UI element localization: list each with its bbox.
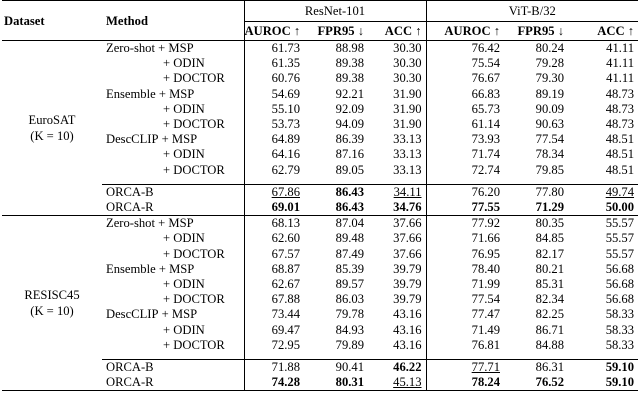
header-row-backbones xyxy=(2,1,638,22)
value-cell: 31.90 xyxy=(393,101,422,116)
value-cell: 64.89 xyxy=(244,132,304,147)
dataset-cell xyxy=(2,41,102,216)
method-cell xyxy=(102,292,244,307)
col-header-method: Method xyxy=(102,1,244,41)
metric-header: AUROC ↑ xyxy=(426,22,504,41)
results-table xyxy=(2,0,638,391)
method-cell xyxy=(102,338,244,353)
method-score: + DOCTOR xyxy=(163,117,225,132)
value-cell: 86.43 xyxy=(335,184,364,199)
value-cell: 56.68 xyxy=(605,261,635,276)
method-score: + ODIN xyxy=(163,101,205,116)
method-score: + ODIN xyxy=(163,56,205,71)
metric-header: ACC ↑ xyxy=(384,24,422,38)
method-score: + ODIN xyxy=(163,231,205,246)
value-cell: 79.30 xyxy=(535,71,564,86)
method-score: + ODIN xyxy=(163,277,205,292)
value-cell: 86.71 xyxy=(535,322,564,337)
method-base: DescCLIP xyxy=(106,307,159,322)
value-cell: 48.73 xyxy=(605,101,635,116)
method-base: Ensemble xyxy=(106,86,156,101)
value-cell: 86.43 xyxy=(335,200,364,215)
method-cell xyxy=(102,262,244,277)
value-cell: 55.57 xyxy=(568,216,638,232)
method-cell xyxy=(102,87,244,102)
value-cell: 66.83 xyxy=(426,87,504,102)
value-cell: 33.13 xyxy=(393,147,422,162)
value-cell: 68.87 xyxy=(244,262,304,277)
value-cell: 76.42 xyxy=(426,41,504,57)
value-cell: 55.10 xyxy=(244,102,304,117)
method-cell xyxy=(102,163,244,178)
value-cell: 78.34 xyxy=(535,147,564,162)
method-score: + MSP xyxy=(154,41,194,55)
value-cell: 37.66 xyxy=(393,231,422,246)
value-cell: 71.66 xyxy=(426,231,504,246)
value-cell: 33.13 xyxy=(393,132,422,147)
value-cell: 39.79 xyxy=(393,277,422,292)
method-score: + DOCTOR xyxy=(163,71,225,86)
method-cell xyxy=(102,117,244,132)
value-cell: 55.57 xyxy=(605,246,635,261)
value-cell: 64.16 xyxy=(244,147,304,162)
method-cell xyxy=(102,41,244,57)
method-score: + DOCTOR xyxy=(163,337,225,352)
value-cell: 48.51 xyxy=(605,147,635,162)
value-cell: 82.25 xyxy=(535,307,564,322)
value-cell: 69.01 xyxy=(244,200,304,216)
value-cell: 89.48 xyxy=(335,231,364,246)
value-cell: 43.16 xyxy=(393,322,422,337)
value-cell: 87.16 xyxy=(335,147,364,162)
method-score: + MSP xyxy=(155,86,195,101)
value-cell: 37.66 xyxy=(393,246,422,261)
value-cell: 90.09 xyxy=(535,101,564,116)
method-cell xyxy=(102,132,244,147)
value-cell: 48.51 xyxy=(605,162,635,177)
value-cell: 41.11 xyxy=(606,56,635,71)
value-cell: 73.93 xyxy=(426,132,504,147)
value-cell: 59.10 xyxy=(605,360,635,375)
value-cell: 39.79 xyxy=(393,261,422,276)
value-cell: 77.54 xyxy=(535,132,564,147)
value-cell: 65.73 xyxy=(426,102,504,117)
value-cell: 55.57 xyxy=(605,231,635,246)
method-cell xyxy=(102,102,244,117)
table-row xyxy=(2,41,638,57)
value-cell: 62.60 xyxy=(244,231,304,246)
value-cell: 71.29 xyxy=(535,200,564,215)
metric-header: FPR95 ↓ xyxy=(517,24,564,38)
value-cell: 80.24 xyxy=(504,41,568,57)
method-score: + MSP xyxy=(158,307,198,322)
value-cell: 89.38 xyxy=(335,71,364,86)
dataset-k: (K = 10) xyxy=(30,129,74,144)
value-cell: 58.33 xyxy=(605,307,635,322)
value-cell: 50.00 xyxy=(605,200,635,215)
value-cell: 59.10 xyxy=(568,375,638,391)
method-cell: ORCA-B xyxy=(106,184,154,199)
method-cell xyxy=(102,247,244,262)
method-score: + ODIN xyxy=(163,147,205,162)
value-cell: 92.21 xyxy=(335,86,364,101)
value-cell: 58.33 xyxy=(605,322,635,337)
table-row xyxy=(2,216,638,232)
value-cell: 84.93 xyxy=(335,322,364,337)
value-cell: 82.34 xyxy=(535,292,564,307)
value-cell: 79.85 xyxy=(535,162,564,177)
method-cell: ORCA-R xyxy=(102,375,244,391)
value-cell: 85.31 xyxy=(535,277,564,292)
value-cell: 43.16 xyxy=(393,337,422,352)
col-header-dataset: Dataset xyxy=(2,1,102,41)
value-cell: 30.30 xyxy=(368,41,426,57)
value-cell: 61.14 xyxy=(426,117,504,132)
method-cell xyxy=(102,277,244,292)
method-score: + MSP xyxy=(158,132,198,147)
value-cell: 84.88 xyxy=(535,337,564,352)
method-cell xyxy=(102,231,244,246)
value-cell: 74.28 xyxy=(244,375,304,391)
value-cell: 30.30 xyxy=(393,56,422,71)
value-cell: 37.66 xyxy=(368,216,426,232)
value-cell: 48.73 xyxy=(605,117,635,132)
value-cell: 76.52 xyxy=(504,375,568,391)
value-cell: 48.73 xyxy=(605,86,635,101)
value-cell: 41.11 xyxy=(568,41,638,57)
value-cell: 77.80 xyxy=(535,184,564,199)
method-cell xyxy=(102,216,244,232)
value-cell: 80.21 xyxy=(535,261,564,276)
value-cell: 79.78 xyxy=(335,307,364,322)
value-cell: 90.63 xyxy=(535,117,564,132)
dataset-name: RESISC45 xyxy=(24,288,80,303)
method-score: + DOCTOR xyxy=(163,292,225,307)
value-cell: 68.13 xyxy=(244,216,304,232)
value-cell: 76.95 xyxy=(426,247,504,262)
value-cell: 76.20 xyxy=(426,184,504,200)
value-cell: 86.03 xyxy=(335,292,364,307)
value-cell: 39.79 xyxy=(393,292,422,307)
value-cell: 56.68 xyxy=(605,277,635,292)
value-cell: 89.05 xyxy=(335,162,364,177)
value-cell: 84.85 xyxy=(535,231,564,246)
method-cell: ORCA-B xyxy=(106,360,154,375)
method-score: + DOCTOR xyxy=(163,246,225,261)
value-cell: 77.55 xyxy=(426,200,504,216)
value-cell: 76.67 xyxy=(426,71,504,86)
value-cell: 73.44 xyxy=(244,307,304,322)
value-cell: 31.90 xyxy=(393,86,422,101)
value-cell: 89.38 xyxy=(335,56,364,71)
method-cell xyxy=(102,307,244,322)
value-cell: 71.74 xyxy=(426,147,504,162)
value-cell: 80.35 xyxy=(504,216,568,232)
backbone-header-resnet: ResNet-101 xyxy=(244,1,426,22)
value-cell: 31.90 xyxy=(393,117,422,132)
value-cell: 45.13 xyxy=(368,375,426,391)
value-cell: 71.49 xyxy=(426,323,504,338)
value-cell: 58.33 xyxy=(605,337,635,352)
value-cell: 87.04 xyxy=(304,216,368,232)
value-cell: 79.28 xyxy=(535,56,564,71)
value-cell: 71.99 xyxy=(426,277,504,292)
dataset-cell xyxy=(2,216,102,391)
value-cell: 77.71 xyxy=(426,360,504,376)
results-body xyxy=(2,41,638,391)
value-cell: 69.47 xyxy=(244,323,304,338)
value-cell: 72.95 xyxy=(244,338,304,353)
value-cell: 85.39 xyxy=(335,261,364,276)
method-cell xyxy=(102,323,244,338)
value-cell: 71.88 xyxy=(244,360,304,376)
value-cell: 46.22 xyxy=(393,360,422,375)
method-score: + DOCTOR xyxy=(163,162,225,177)
method-base: Zero-shot xyxy=(106,216,155,231)
value-cell: 48.51 xyxy=(605,132,635,147)
value-cell: 78.40 xyxy=(426,262,504,277)
backbone-header-vit: ViT-B/32 xyxy=(426,1,638,22)
value-cell: 80.31 xyxy=(304,375,368,391)
metric-header: AUROC ↑ xyxy=(244,22,304,41)
method-base: Ensemble xyxy=(106,261,156,276)
value-cell: 67.86 xyxy=(244,184,304,200)
value-cell: 61.35 xyxy=(244,56,304,71)
method-cell xyxy=(102,56,244,71)
metric-header: FPR95 ↓ xyxy=(317,24,364,38)
value-cell: 67.57 xyxy=(244,247,304,262)
value-cell: 89.57 xyxy=(335,277,364,292)
value-cell: 82.17 xyxy=(535,246,564,261)
value-cell: 34.76 xyxy=(393,200,422,215)
method-cell xyxy=(102,147,244,162)
value-cell: 53.73 xyxy=(244,117,304,132)
value-cell: 67.88 xyxy=(244,292,304,307)
value-cell: 92.09 xyxy=(335,101,364,116)
value-cell: 56.68 xyxy=(605,292,635,307)
value-cell: 62.79 xyxy=(244,163,304,178)
value-cell: 87.49 xyxy=(335,246,364,261)
dataset-name: EuroSAT xyxy=(28,113,76,128)
value-cell: 72.74 xyxy=(426,163,504,178)
method-cell xyxy=(102,71,244,86)
value-cell: 94.09 xyxy=(335,117,364,132)
value-cell: 77.47 xyxy=(426,307,504,322)
method-cell: ORCA-R xyxy=(106,200,154,215)
method-base: Zero-shot xyxy=(106,41,155,55)
value-cell: 90.41 xyxy=(335,360,364,375)
dataset-k: (K = 10) xyxy=(30,304,74,319)
value-cell: 89.19 xyxy=(535,86,564,101)
value-cell: 86.39 xyxy=(335,132,364,147)
value-cell: 77.92 xyxy=(426,216,504,232)
value-cell: 75.54 xyxy=(426,56,504,71)
value-cell: 34.11 xyxy=(393,184,422,199)
value-cell: 43.16 xyxy=(393,307,422,322)
method-score: + MSP xyxy=(154,216,194,231)
value-cell: 60.76 xyxy=(244,71,304,86)
value-cell: 30.30 xyxy=(393,71,422,86)
value-cell: 76.81 xyxy=(426,338,504,353)
value-cell: 88.98 xyxy=(304,41,368,57)
value-cell: 62.67 xyxy=(244,277,304,292)
method-score: + MSP xyxy=(155,261,195,276)
value-cell: 77.54 xyxy=(426,292,504,307)
metric-header: ACC ↑ xyxy=(597,24,635,38)
value-cell: 78.24 xyxy=(426,375,504,391)
value-cell: 41.11 xyxy=(606,71,635,86)
method-base: DescCLIP xyxy=(106,132,159,147)
value-cell: 86.31 xyxy=(535,360,564,375)
value-cell: 33.13 xyxy=(393,162,422,177)
value-cell: 49.74 xyxy=(605,184,635,199)
value-cell: 54.69 xyxy=(244,87,304,102)
value-cell: 61.73 xyxy=(244,41,304,57)
value-cell: 79.89 xyxy=(335,337,364,352)
method-score: + ODIN xyxy=(163,322,205,337)
